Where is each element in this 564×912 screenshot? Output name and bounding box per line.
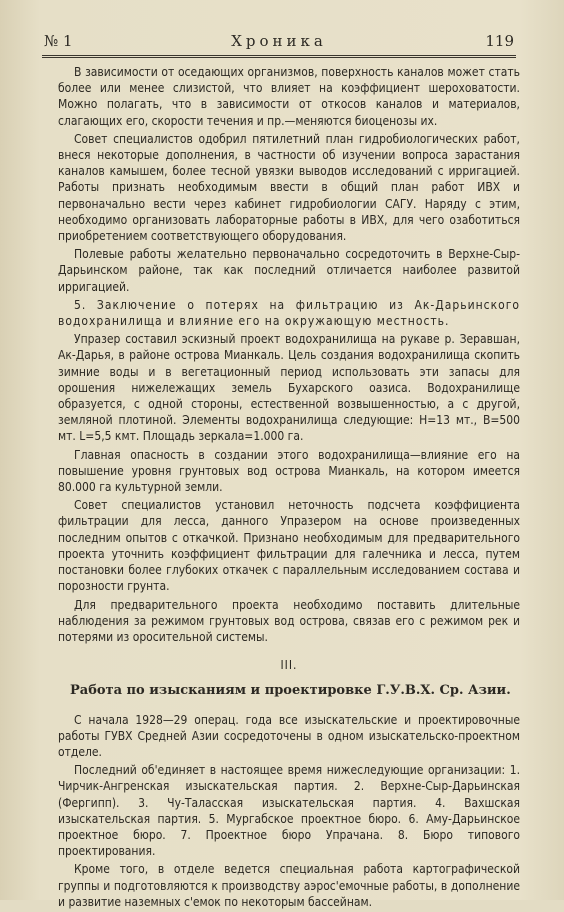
section-number: III.	[280, 658, 298, 673]
paragraph: Последний об'единяет в настоящее время нижеследующие организации: 1. Чирчик-Ангренская изыскательская партия. 2. Верхне-Сыр-Дарьинская (Фергипп). 3. Чу-Таласская изыскательская партия. 4. Вахшская изыскательская партия. 5. Мургабское проектное бюро. 6. Аму-Дарьинское проектное бюро. 7. Проектное бюро Упрачана. 8. Бюро типового проектирования.	[58, 763, 520, 859]
section-title: Работа по изысканиям и проектировке Г.У.В.Х. Ср. Азии.	[70, 683, 511, 699]
paragraph: Полевые работы желательно первоначально сосредоточить в Верхне-Сыр-Дарьинском районе, так как последний отличается наиболее развитой ирригацией.	[58, 247, 520, 294]
paragraph: С начала 1928—29 операц. года все изыскательские и проектировочные работы ГУВХ Средней Азии сосредоточены в одном изыскательско-проектном отделе.	[58, 712, 520, 759]
text-body	[58, 64, 520, 912]
page-number: 119	[485, 32, 514, 50]
paragraph: Упразер составил эскизный проект водохранилища на рукаве р. Зеравшан, Ак-Дарья, в районе острова Мианкаль. Цель создания водохранилища скопить зимние воды и в вегетационный период использовать эти запасы для орошения нижележащих земель Бухарского оазиса. Водохранилище образуется, с одной стороны, естественной возвышенностью, а с другой, земляной плотиной. Элементы водохранилища следующие: H=13 мт., B=500 мт. L=5,5 кмт. Площадь зеркала=1.000 га.	[58, 332, 520, 444]
paragraph: Совет специалистов установил неточность подсчета коэффициента фильтрации для лесса, данного Упразером на основе произведенных последним опытов с откачкой. Признано необходимым для предварительного проекта уточнить коэффициент фильтрации для галечника и лесса, путем постановки более глубоких откачек с параллельным исследованием состава и порозности грунта.	[58, 498, 520, 594]
item-heading: 5. Заключение о потерях на фильтрацию из Ак-Дарьинского водохранилища и влияние его на окружающую местность.	[58, 297, 520, 329]
paragraph: Совет специалистов одобрил пятилетний план гидробиологических работ, внеся некоторые дополнения, в частности об изучении вопроса зарастания каналов камышем, более тесной увязки выводов исследований с ирригацией. Работы признать необходимым ввести в общий план работ ИВХ и первоначально вести через кабинет гидробиологии САГУ. Наряду с этим, необходимо организовать лабораторные работы в ИВХ, для чего озаботиться приобретением соответствующего оборудования.	[58, 131, 520, 244]
running-header	[44, 32, 514, 52]
header-rule	[42, 55, 516, 58]
paragraph: В зависимости от оседающих организмов, поверхность каналов может стать более или менее слизистой, что влияет на коэффициент шероховатости. Можно полагать, что в зависимости от откосов каналов и материалов, слагающих его, скорости течения и пр.—меняются биоценозы их.	[58, 65, 520, 128]
paragraph: Для предварительного проекта необходимо поставить длительные наблюдения за режимом грунтовых вод острова, связав его с режимом рек и потерями из оросительной системы.	[58, 597, 520, 644]
paragraph: Кроме того, в отделе ведется специальная работа картографической группы и подготовляются к производству аэрос'емочные работы, в дополнение и развитие наземных с'емок по некоторым бассейнам.	[58, 862, 520, 909]
section-header-title: Хроника	[231, 32, 327, 50]
paragraph: Главная опасность в создании этого водохранилища—влияние его на повышение уровня грунтовых вод острова Мианкаль, на котором имеется 80.000 га культурной земли.	[58, 447, 520, 495]
issue-number: № 1	[44, 32, 73, 50]
